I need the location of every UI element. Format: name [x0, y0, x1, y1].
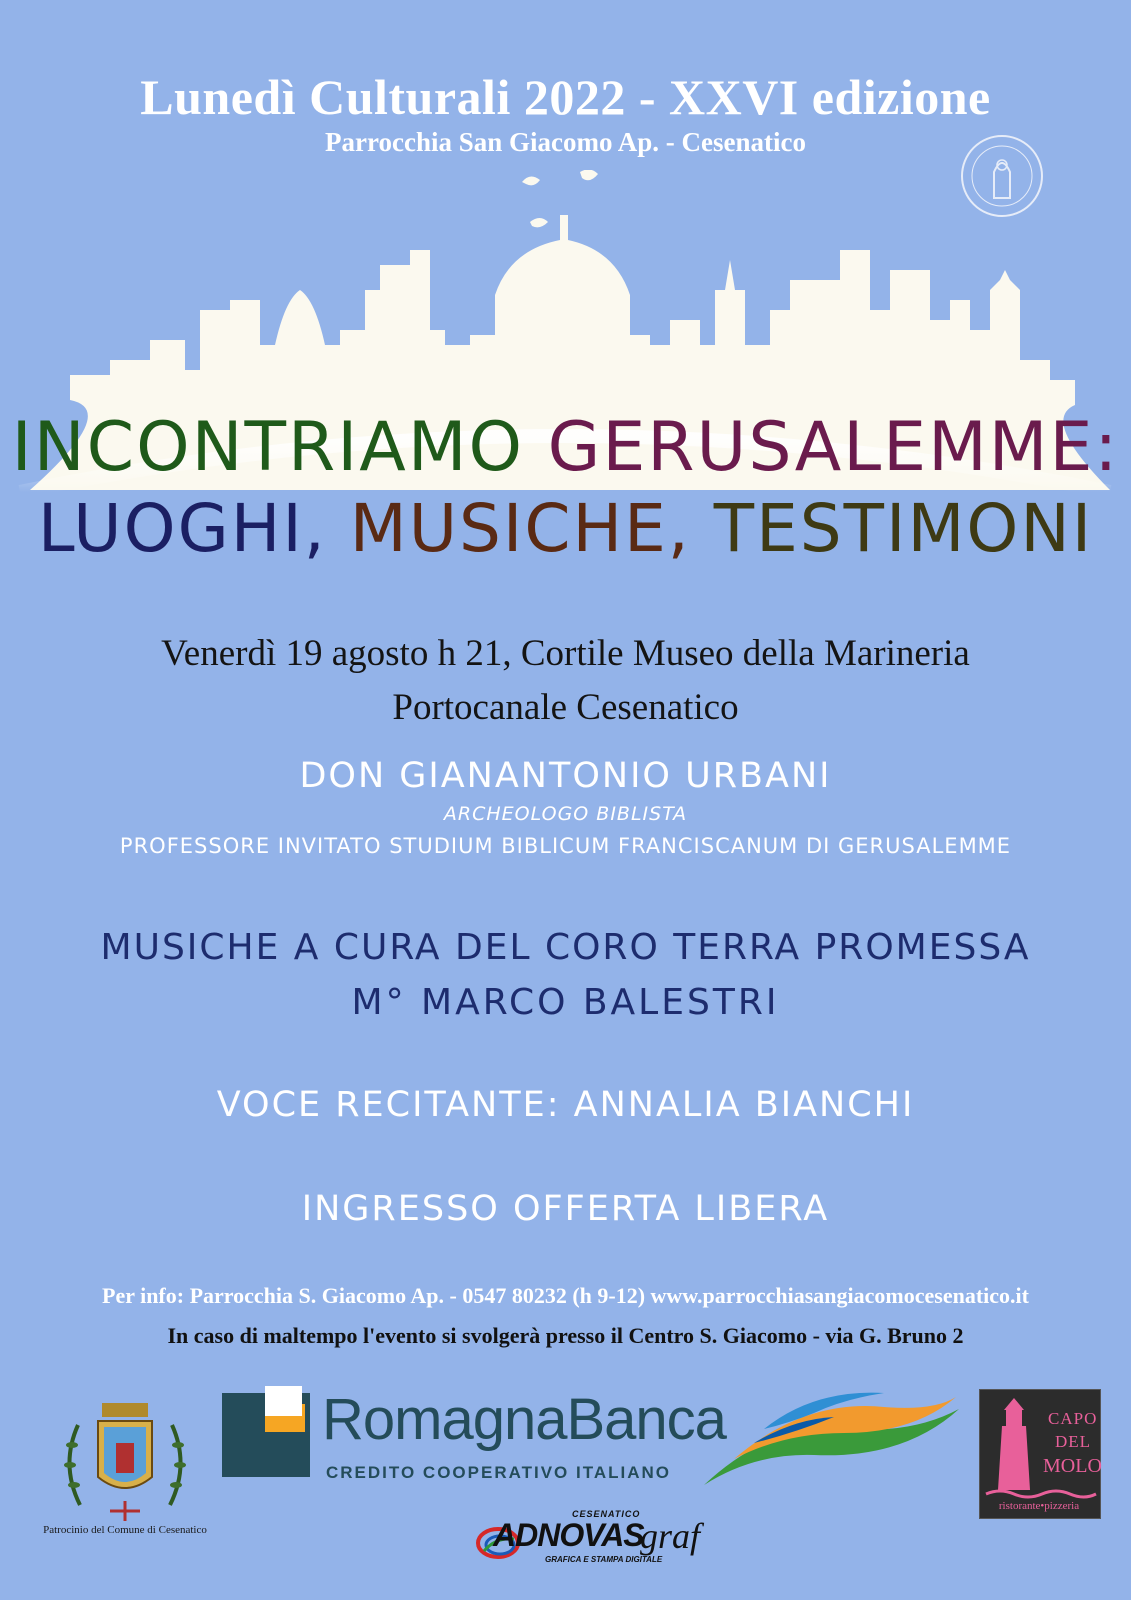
music-credit: MUSICHE A CURA DEL CORO TERRA PROMESSA — [100, 927, 1031, 968]
line2-word-2: TESTIMONI — [713, 490, 1094, 567]
narrator-credit: VOCE RECITANTE: ANNALIA BIANCHI — [216, 1085, 915, 1125]
event-place: Portocanale Cesenatico — [392, 687, 739, 728]
wave-logo-icon — [694, 1389, 964, 1489]
capo-line2: DEL — [1055, 1432, 1092, 1451]
main-title-line1 — [0, 408, 1131, 487]
crest-caption: Patrocinio del Comune di Cesenatico — [43, 1524, 207, 1536]
weather-notice: In caso di maltempo l'evento si svolgerà presso il Centro S. Giacomo - via G. Bruno 2 — [167, 1323, 964, 1348]
main-title-line2 — [0, 490, 1131, 567]
line1-word-0: INCONTRIAMO — [11, 408, 548, 487]
romagnabanca-tagline: CREDITO COOPERATIVO ITALIANO — [326, 1463, 672, 1482]
adnovas-tagline: GRAFICA E STAMPA DIGITALE — [545, 1555, 663, 1564]
parish-subtitle: Parrocchia San Giacomo Ap. - Cesenatico — [325, 127, 806, 157]
music-director: M° MARCO BALESTRI — [351, 982, 780, 1023]
adnovas-graf: graf — [640, 1516, 701, 1556]
line1-word-1: GERUSALEMME: — [547, 408, 1120, 487]
adnovas-name: ADNOVAS — [493, 1517, 644, 1553]
capo-subtitle: ristorante•pizzeria — [998, 1500, 1080, 1512]
speaker-role: ARCHEOLOGO BIBLISTA — [443, 803, 688, 825]
event-date-location: Venerdì 19 agosto h 21, Cortile Museo della Marineria — [161, 633, 970, 674]
adnovas-location: CESENATICO — [572, 1509, 641, 1519]
romagnabanca-white-square — [265, 1386, 302, 1416]
capo-line3: MOLO — [1043, 1455, 1102, 1477]
capo-line1: CAPO — [1048, 1409, 1098, 1428]
speaker-affiliation: PROFESSORE INVITATO STUDIUM BIBLICUM FRANCISCANUM DI GERUSALEMME — [119, 834, 1012, 858]
romagnabanca-name: RomagnaBanca — [322, 1387, 726, 1452]
line2-word-0: LUOGHI, — [37, 490, 350, 567]
entry-info: INGRESSO OFFERTA LIBERA — [301, 1189, 830, 1229]
series-title: Lunedì Culturali 2022 - XXVI edizione — [140, 69, 991, 125]
line2-word-1: MUSICHE, — [349, 490, 714, 567]
municipal-crest-icon — [60, 1395, 190, 1525]
contact-info: Per info: Parrocchia S. Giacomo Ap. - 0547 80232 (h 9-12) www.parrocchiasangiacomocesenatico.it — [102, 1283, 1029, 1308]
speaker-name: DON GIANANTONIO URBANI — [299, 756, 832, 796]
